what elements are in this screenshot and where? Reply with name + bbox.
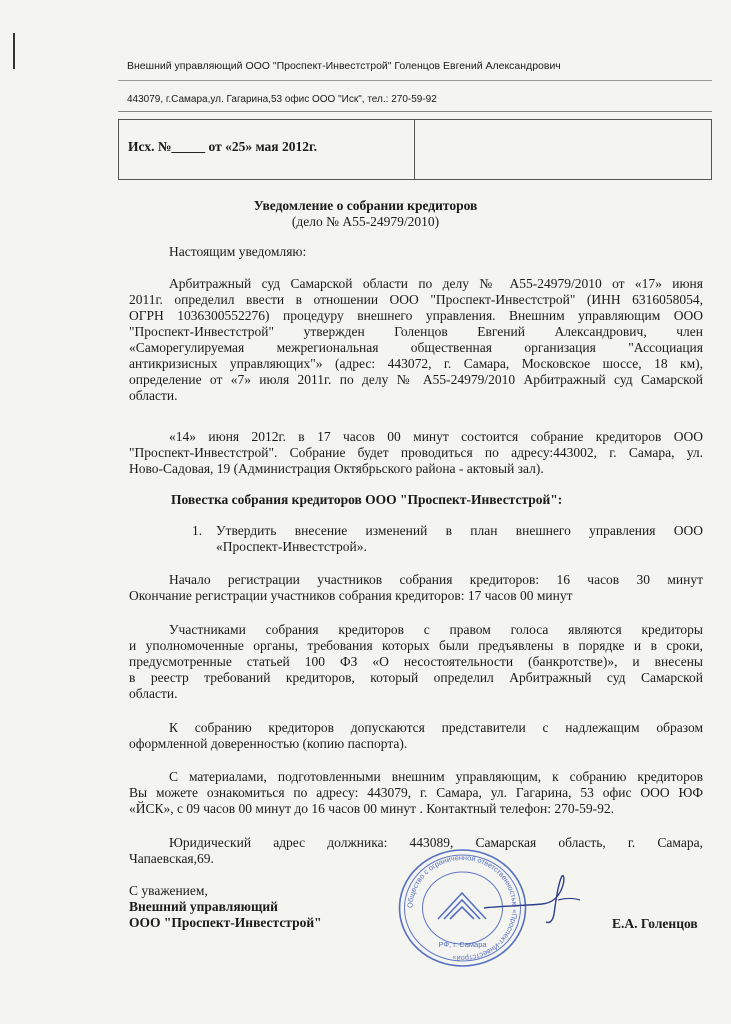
text-line: и уполномоченные органы, требования которых были предъявлены в порядке и в сроки, [129, 638, 703, 653]
text-line: области. [129, 388, 178, 403]
text-line: 2011г. определил ввести в отношении ООО "Проспект-Инвестстрой" (ИНН 6316058054, [129, 292, 703, 307]
text-line: Чапаевская,69. [129, 851, 214, 866]
text-line: Вы можете ознакомиться по адресу: 443079, г. Самара, ул. Гагарина, 53 офис ООО ЮФ [129, 785, 703, 800]
text-line: Участниками собрания кредиторов с правом голоса являются кредиторы [169, 622, 703, 637]
scan-edge-mark [13, 33, 15, 69]
letterhead-rule [118, 111, 712, 112]
stamp-ring-text: Общество с ограниченной ответственностью «Проспект-Инвестстрой» [405, 852, 520, 964]
letterhead-line-2: 443079, г.Самара,ул. Гагарина,53 офис ООО "Иск", тел.: 270-59-92 [127, 94, 437, 105]
registration-start: Начало регистрации участников собрания кредиторов: 16 часов 30 минут [169, 572, 703, 587]
letterhead-line-1: Внешний управляющий ООО "Проспект-Инвестстрой" Голенцов Евгений Александрович [127, 60, 561, 72]
closing-regards: С уважением, [129, 883, 208, 898]
text-line: в реестр требований кредиторов, который определил Арбитражный суд Самарской [129, 670, 703, 685]
agenda-heading: Повестка собрания кредиторов ООО "Проспект-Инвестстрой": [171, 492, 563, 507]
notice-title: Уведомление о собрании кредиторов [253, 198, 478, 213]
text-line: С материалами, подготовленными внешним управляющим, к собранию кредиторов [169, 769, 703, 784]
agenda-item-line-2: «Проспект-Инвестстрой». [216, 539, 367, 554]
closing-position: Внешний управляющий [129, 899, 278, 914]
text-line: «Саморегулируемая межрегиональная общественная организация "Ассоциация [129, 340, 703, 355]
outgoing-reference: Исх. №_____ от «25» мая 2012г. [119, 120, 415, 179]
text-line: антикризисных управляющих"» (адрес: 443072, г. Самара, Московское шоссе, 18 км), [129, 356, 703, 371]
letterhead-rule [118, 80, 712, 81]
text-line: ОГРН 1036300552276) процедуру внешнего управления. Внешним управляющим ООО [129, 308, 703, 323]
case-number: (дело № А55-24979/2010) [291, 214, 440, 229]
text-line: "Проспект-Инвестстрой". Собрание будет проводиться по адресу:443002, г. Самара, ул. [129, 445, 703, 460]
handwritten-signature [480, 870, 585, 930]
text-line: определение от «7» июля 2011г. по делу № А55-24979/2010 Арбитражный суд Самарской [129, 372, 703, 387]
paragraph-voting-participants [129, 622, 703, 702]
text-line: оформленной доверенностью (копию паспорта). [129, 736, 408, 751]
signer-name: Е.А. Голенцов [612, 916, 698, 931]
registration-end: Окончание регистрации участников собрания кредиторов: 17 часов 00 минут [129, 588, 573, 603]
stamp-logo-icon [438, 893, 486, 919]
text-line: Ново-Садовая, 19 (Администрация Октябрьского района - актовый зал). [129, 461, 544, 476]
paragraph-representatives [129, 720, 703, 752]
text-line: Арбитражный суд Самарской области по делу № А55-24979/2010 от «17» июня [169, 276, 703, 291]
text-line: «14» июня 2012г. в 17 часов 00 минут состоится собрание кредиторов ООО [169, 429, 703, 444]
text-line: Юридический адрес должника: 443089, Самарская область, г. Самара, [169, 835, 703, 850]
outgoing-reference-box [118, 119, 712, 180]
paragraph-materials [129, 769, 703, 817]
agenda-item-line-1: Утвердить внесение изменений в план внешнего управления ООО [216, 523, 703, 538]
text-line: предусмотренные статьей 100 ФЗ «О несостоятельности (банкротстве)», и внесены [129, 654, 703, 669]
closing-company: ООО "Проспект-Инвестстрой" [129, 915, 322, 930]
text-line: К собранию кредиторов допускаются представители с надлежащим образом [169, 720, 703, 735]
intro-line: Настоящим уведомляю: [169, 244, 307, 259]
paragraph-meeting-date [129, 429, 703, 477]
text-line: "Проспект-Инвестстрой" утвержден Голенцов Евгений Александрович, член [129, 324, 703, 339]
agenda-item-number: 1. [192, 523, 203, 538]
text-line: «ЙСК», с 09 часов 00 минут до 16 часов 00 минут . Контактный телефон: 270-59-92. [129, 801, 614, 816]
stamp-city: РФ, г. Самара [438, 940, 487, 949]
paragraph-court-ruling [129, 276, 703, 404]
text-line: области. [129, 686, 178, 701]
